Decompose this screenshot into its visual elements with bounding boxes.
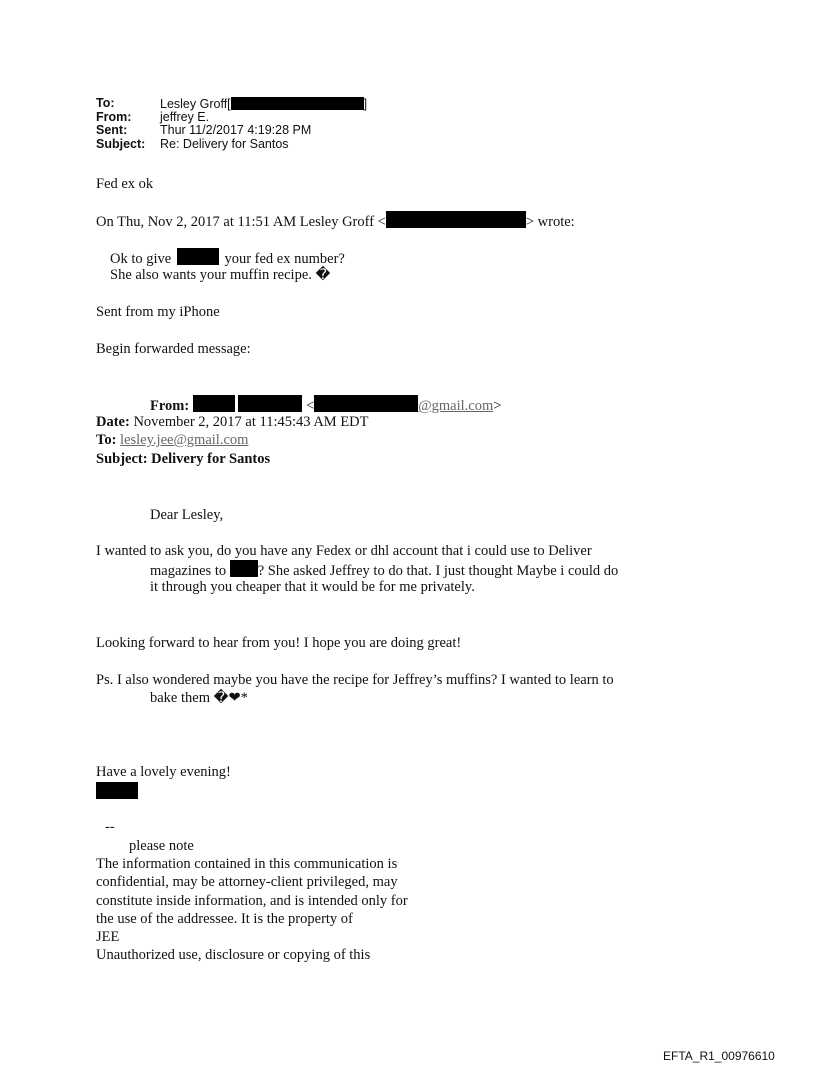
header-subject-row [96, 136, 289, 152]
paragraph-1-line-2: magazines to ? She asked Jeffrey to do that. I just thought Maybe i could do [150, 560, 618, 580]
forwarded-from-email[interactable]: @gmail.com [418, 398, 494, 414]
bates-number: EFTA_R1_00976610 [663, 1049, 775, 1063]
disclaimer-line: The information contained in this communication is [96, 856, 398, 872]
header-to-row [96, 96, 368, 111]
redaction-block [230, 560, 258, 577]
forwarded-to-email[interactable]: lesley.jee@gmail.com [120, 432, 249, 448]
quoted-line-1: Ok to give your fed ex number? [110, 248, 345, 268]
header-from-value: jeffrey E. [160, 109, 210, 124]
header-from-row [96, 109, 210, 125]
disclaimer-line: Unauthorized use, disclosure or copying of this [96, 947, 371, 964]
footer-separator: -- [105, 819, 115, 835]
disclaimer-line: confidential, may be attorney-client privileged, may [96, 874, 398, 891]
header-to-label: To: [96, 96, 115, 110]
paragraph-2: Looking forward to hear from you! I hope you are doing great! [96, 635, 462, 651]
header-to-value: Lesley Groff[ ] [160, 97, 368, 111]
header-sent-label: Sent: [96, 123, 128, 137]
sent-from-line: Sent from my iPhone [96, 304, 220, 320]
signature-redaction [96, 782, 138, 799]
paragraph-1-line-1: I wanted to ask you, do you have any Fedex or dhl account that i could use to Deliver [96, 543, 592, 559]
quote-intro: On Thu, Nov 2, 2017 at 11:51 AM Lesley Groff < > wrote: [96, 211, 575, 231]
forwarded-date-row: Date: November 2, 2017 at 11:45:43 AM EDT [96, 414, 369, 430]
forwarded-from-row: From: < @gmail.com> [150, 395, 501, 415]
redaction-block [238, 395, 302, 412]
header-from-label: From: [96, 109, 132, 124]
paragraph-3-line-2: bake them �❤* [150, 690, 248, 706]
disclaimer-line: JEE [96, 929, 120, 946]
forwarded-subject-row: Subject: Delivery for Santos [96, 451, 271, 467]
disclaimer-line: constitute inside information, and is intended only for [96, 892, 408, 909]
disclaimer [96, 855, 408, 965]
redaction-block [177, 248, 219, 265]
redaction-block [193, 395, 235, 412]
email-header [96, 96, 368, 151]
redaction-block [231, 97, 364, 110]
greeting: Dear Lesley, [150, 507, 224, 523]
begin-forwarded-line: Begin forwarded message: [96, 341, 251, 357]
header-sent-value: Thur 11/2/2017 4:19:28 PM [160, 123, 312, 137]
closing: Have a lovely evening! [96, 764, 231, 780]
forwarded-to-row: To: lesley.jee@gmail.com [96, 432, 249, 448]
paragraph-1-line-3: it through you cheaper that it would be for me privately. [150, 579, 475, 595]
footer-note: please note [129, 838, 194, 854]
paragraph-3-line-1: Ps. I also wondered maybe you have the recipe for Jeffrey’s muffins? I wanted to learn to [96, 672, 614, 688]
redaction-block [386, 211, 526, 228]
disclaimer-line: the use of the addressee. It is the property of [96, 910, 353, 927]
quoted-line-2: She also wants your muffin recipe. � [110, 267, 331, 283]
redaction-block [314, 395, 418, 412]
reply-text: Fed ex ok [96, 176, 154, 192]
header-subject-value: Re: Delivery for Santos [160, 136, 289, 151]
header-sent-row [96, 123, 312, 138]
header-subject-label: Subject: [96, 136, 146, 151]
